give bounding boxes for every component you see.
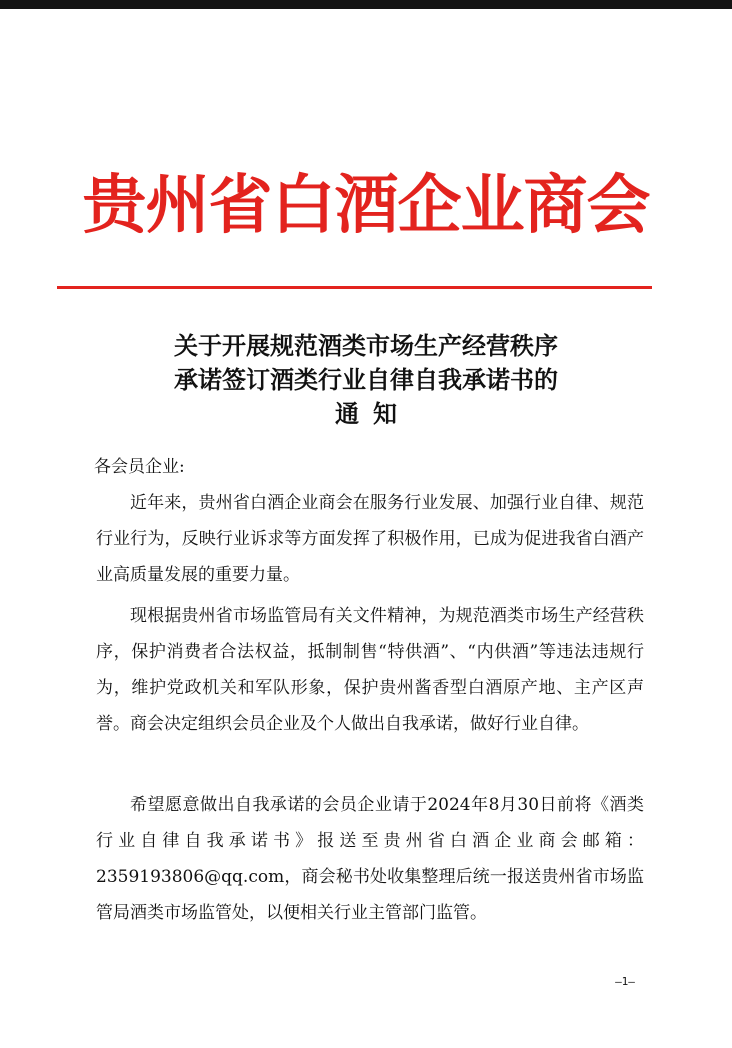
letterhead-title: 贵州省白酒企业商会: [82, 168, 650, 243]
notice-title-line-3: 通知: [335, 399, 411, 428]
notice-title-line-1: 关于开展规范酒类市场生产经营秩序: [174, 331, 558, 360]
notice-title-line-2: 承诺签订酒类行业自律自我承诺书的: [174, 365, 558, 394]
body-paragraph-2: 现根据贵州省市场监管局有关文件精神，为规范酒类市场生产经营秩序，保护消费者合法权益，抵制制售“特供酒”、“内供酒”等违法违规行为，维护党政机关和军队形象，保护贵州酱香型白酒原产地、主产区声誉。商会决定组织会员企业及个人做出自我承诺，做好行业自律。: [96, 606, 644, 734]
notice-title: [40, 329, 692, 431]
scan-edge-bar: [0, 0, 732, 9]
body-paragraph-3: 希望愿意做出自我承诺的会员企业请于2024年8月30日前将《酒类行业自律自我承诺书》报送至贵州省白酒企业商会邮箱：2359193806@qq.com，商会秘书处收集整理后统一报送贵州省市场监管局酒类市场监管处，以便相关行业主管部门监管。: [96, 795, 644, 923]
page-number: —1—: [615, 975, 635, 988]
salutation: 各会员企业:: [94, 457, 185, 477]
letterhead-divider: [57, 286, 652, 289]
body-paragraph-1: 近年来，贵州省白酒企业商会在服务行业发展、加强行业自律、规范行业行为，反映行业诉求等方面发挥了积极作用，已成为促进我省白酒产业高质量发展的重要力量。: [96, 493, 644, 585]
